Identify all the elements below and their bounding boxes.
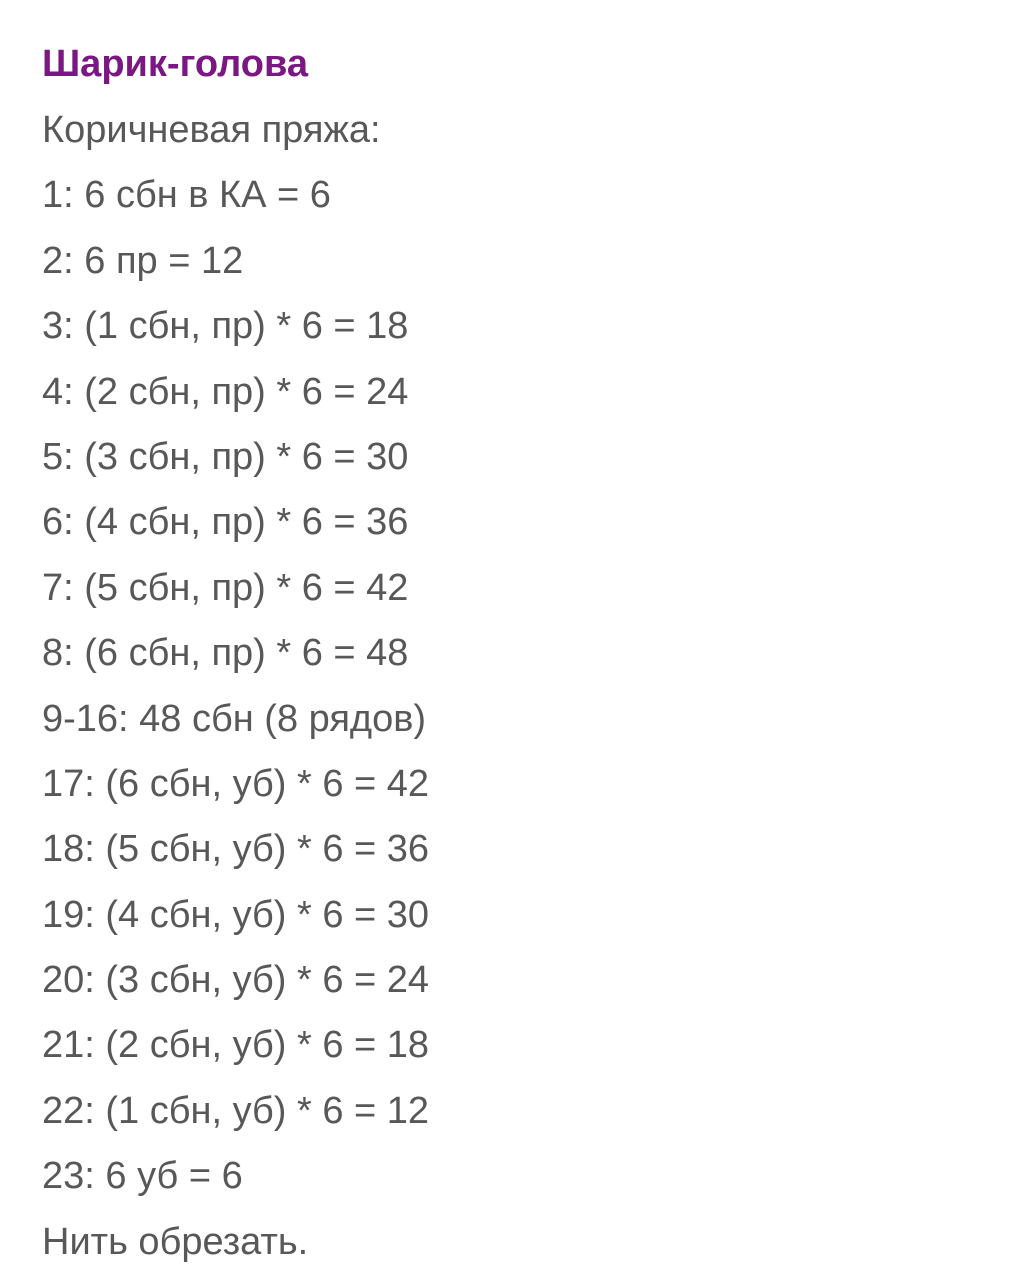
pattern-row-22: 22: (1 сбн, уб) * 6 = 12 (42, 1089, 430, 1132)
pattern-row-5: 5: (3 сбн, пр) * 6 = 30 (42, 435, 409, 478)
pattern-row-3: 3: (1 сбн, пр) * 6 = 18 (42, 305, 409, 348)
pattern-lines (42, 104, 429, 1281)
pattern-row-17: 17: (6 сбн, уб) * 6 = 42 (42, 762, 430, 805)
pattern-row-1: 1: 6 сбн в КА = 6 (42, 174, 331, 217)
pattern-row-9-16: 9-16: 48 сбн (8 рядов) (42, 697, 427, 740)
finish-note: Нить обрезать. (42, 1220, 309, 1263)
pattern-row-6: 6: (4 сбн, пр) * 6 = 36 (42, 501, 409, 544)
pattern-row-4: 4: (2 сбн, пр) * 6 = 24 (42, 370, 409, 413)
pattern-row-2: 2: 6 пр = 12 (42, 239, 244, 282)
pattern-row-7: 7: (5 сбн, пр) * 6 = 42 (42, 566, 409, 609)
yarn-note: Коричневая пряжа: (42, 109, 381, 151)
document-title: Шарик-голова (42, 43, 308, 85)
pattern-row-23: 23: 6 уб = 6 (42, 1155, 243, 1198)
pattern-row-8: 8: (6 сбн, пр) * 6 = 48 (42, 632, 409, 675)
pattern-row-20: 20: (3 сбн, уб) * 6 = 24 (42, 959, 430, 1002)
pattern-row-19: 19: (4 сбн, уб) * 6 = 30 (42, 893, 430, 936)
pattern-row-21: 21: (2 сбн, уб) * 6 = 18 (42, 1024, 430, 1067)
pattern-row-18: 18: (5 сбн, уб) * 6 = 36 (42, 828, 430, 871)
